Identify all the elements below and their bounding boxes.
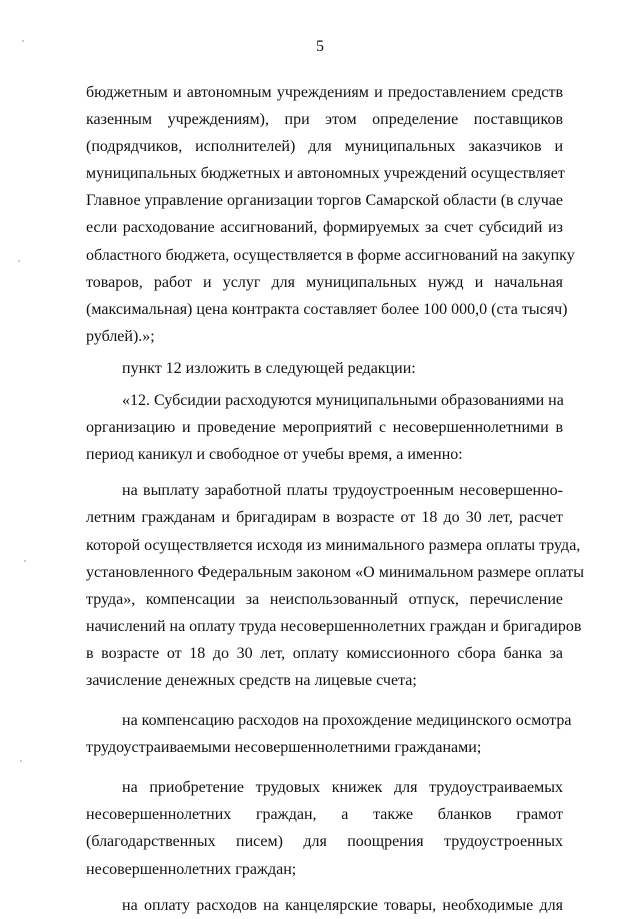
text-line: областного бюджета, осуществляется в форме ассигнований на закупку <box>86 246 575 264</box>
text-line: начислений на оплату труда несовершеннолетних граждан и бригадиров <box>86 617 582 635</box>
text-line: (максимальная) цена контракта составляет более 100 000,0 (ста тысяч) <box>86 300 568 318</box>
text-line: установленного Федеральным законом «О минимальном размере оплаты <box>86 563 584 581</box>
text-line: несовершеннолетних граждан, а также бланков грамот <box>86 806 563 824</box>
page-number: 5 <box>316 38 324 55</box>
scan-speck <box>20 760 22 762</box>
text-line: «12. Субсидии расходуются муниципальными образованиями на <box>122 392 564 410</box>
text-line: (подрядчиков, исполнителей) для муниципальных заказчиков и <box>86 138 563 156</box>
text-line: зачисление денежных средств на лицевые счета; <box>86 671 417 689</box>
text-line: которой осуществляется исходя из минимального размера оплаты труда, <box>86 536 581 554</box>
text-line: Главное управление организации торгов Самарской области (в случае <box>86 192 563 210</box>
text-line: трудоустраиваемыми несовершеннолетними гражданами; <box>86 739 482 757</box>
text-line: труда», компенсации за неиспользованный отпуск, перечисление <box>86 590 563 608</box>
text-line: на оплату расходов на канцелярские товары, необходимые для <box>122 896 563 914</box>
text-line: муниципальных бюджетных и автономных учреждений осуществляет <box>86 165 565 183</box>
text-line: период каникул и свободное от учебы время, а именно: <box>86 446 463 464</box>
text-line: если расходование ассигнований, формируемых за счет субсидий из <box>86 219 563 237</box>
text-line: на компенсацию расходов на прохождение медицинского осмотра <box>122 712 572 730</box>
scan-speck <box>24 560 26 562</box>
text-line: организацию и проведение мероприятий с несовершеннолетними в <box>86 419 563 437</box>
document-body <box>86 79 584 919</box>
text-line: на выплату заработной платы трудоустроенным несовершенно- <box>122 482 563 500</box>
text-line: на приобретение трудовых книжек для трудоустраиваемых <box>122 779 563 797</box>
text-line: в возрасте от 18 до 30 лет, оплату комиссионного сбора банка за <box>86 644 563 662</box>
text-line: бюджетным и автономным учреждениям и предоставлением средств <box>86 84 563 101</box>
text-line: несовершеннолетних граждан; <box>86 860 297 878</box>
text-line: рублей).»; <box>86 327 155 345</box>
text-line: летним гражданам и бригадирам в возрасте от 18 до 30 лет, расчет <box>86 509 563 527</box>
text-line: (благодарственных писем) для поощрения трудоустроенных <box>86 833 563 851</box>
text-line: казенным учреждениям), при этом определение поставщиков <box>86 111 563 129</box>
text-line: товаров, работ и услуг для муниципальных нужд и начальная <box>86 273 563 291</box>
scan-speck <box>18 260 20 262</box>
text-line: пункт 12 изложить в следующей редакции: <box>122 359 416 377</box>
